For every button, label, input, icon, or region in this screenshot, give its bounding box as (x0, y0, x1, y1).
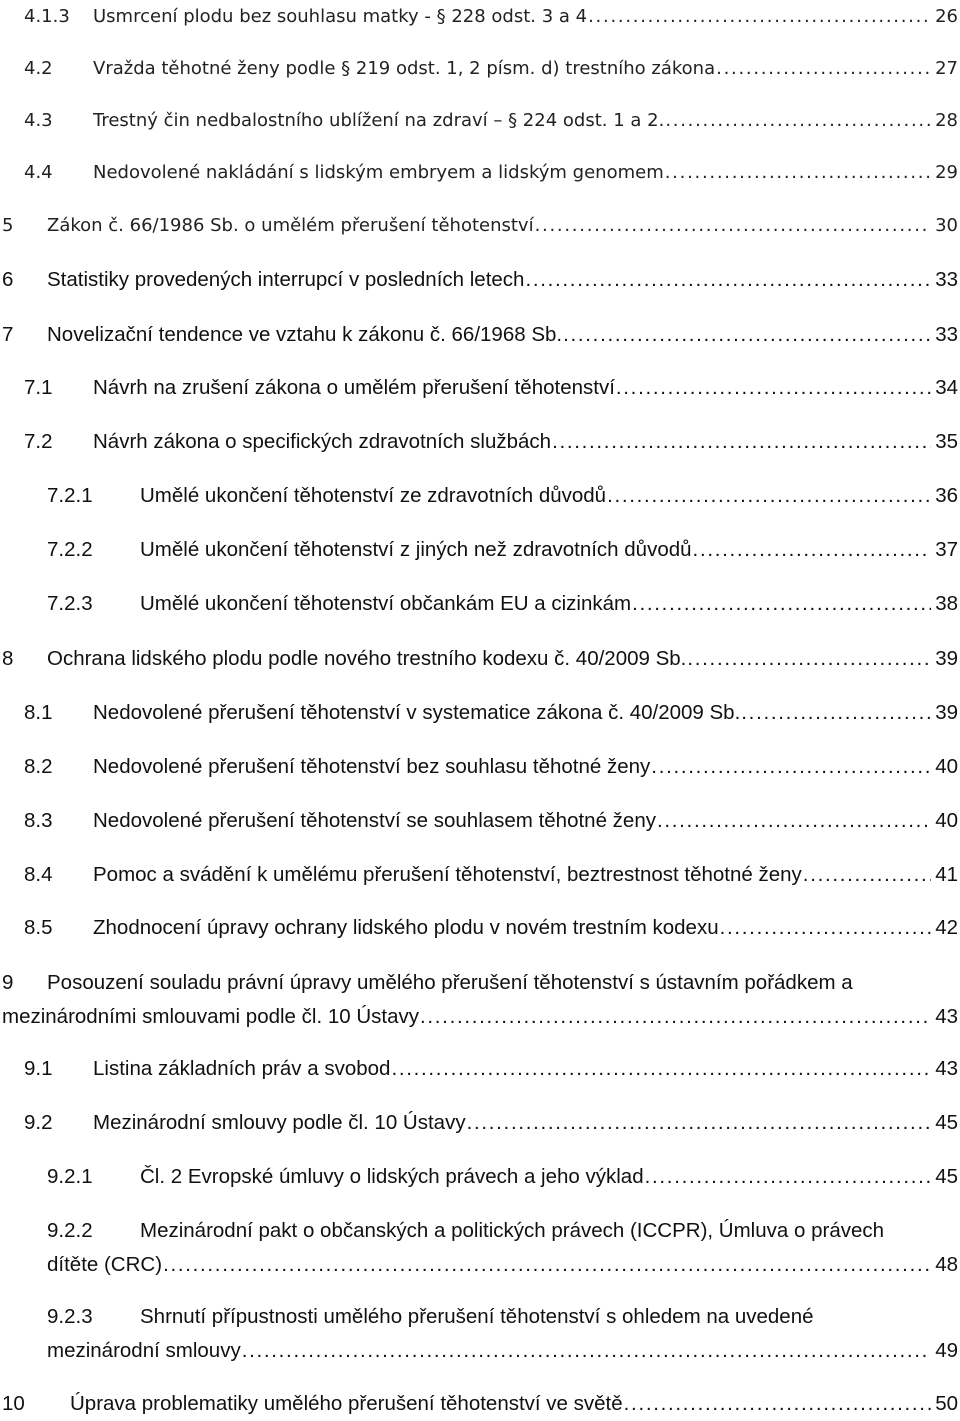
toc-entry-body (47, 263, 958, 297)
toc-entry-page: 26 (935, 6, 958, 27)
toc-entry[interactable] (0, 0, 958, 34)
toc-entry[interactable] (0, 263, 958, 297)
toc-entry[interactable] (0, 533, 958, 567)
toc-entry[interactable] (0, 371, 958, 405)
toc-entry[interactable] (0, 696, 958, 730)
toc-entry-title: Úprava problematiky umělého přerušení těhotenství ve světě (70, 1392, 623, 1415)
toc-entry[interactable] (0, 209, 958, 243)
toc-entry[interactable] (0, 52, 958, 86)
toc-entry-title-line-2 (2, 1000, 958, 1034)
toc-entry-number: 4.4 (24, 162, 53, 183)
toc-entry[interactable] (0, 1106, 958, 1140)
toc-entry-number: 9.2.3 (47, 1305, 93, 1328)
toc-entry-number: 5 (2, 215, 14, 236)
toc-entry-body (140, 1160, 958, 1194)
toc-entry-page: 37 (935, 538, 958, 561)
toc-entry-body (93, 104, 958, 138)
dot-leader (616, 371, 931, 405)
toc-entry-page: 49 (935, 1339, 958, 1362)
dot-leader (665, 104, 931, 138)
toc-entry-page: 38 (935, 592, 958, 615)
toc-entry-title-line-1: Posouzení souladu právní úpravy umělého přerušení těhotenství s ústavním pořádkem a (47, 971, 853, 994)
toc-entry[interactable] (0, 479, 958, 513)
toc-entry-page: 36 (935, 484, 958, 507)
toc-entry-page: 39 (935, 701, 958, 724)
toc-entry-page: 33 (935, 323, 958, 346)
toc-entry-title: Zákon č. 66/1986 Sb. o umělém přerušení těhotenství (47, 215, 534, 236)
toc-entry[interactable] (0, 587, 958, 621)
toc-entry-title-line-2 (47, 1248, 958, 1282)
toc-entry-body (93, 911, 958, 945)
toc-entry-title: Zhodnocení úpravy ochrany lidského plodu v novém trestním kodexu (93, 916, 719, 939)
dot-leader (535, 209, 932, 243)
toc-entry-body (93, 1106, 958, 1140)
toc-entry-page: 35 (935, 430, 958, 453)
dot-leader (720, 911, 932, 945)
toc-entry[interactable] (0, 1160, 958, 1194)
toc-entry-title: Umělé ukončení těhotenství ze zdravotních důvodů (140, 484, 607, 507)
toc-entry-title-line-2 (47, 1334, 958, 1368)
toc-entry-title-line-1: Shrnutí přípustnosti umělého přerušení těhotenství s ohledem na uvedené (140, 1305, 814, 1328)
toc-entry-number: 7.2.1 (47, 484, 93, 507)
dot-leader (525, 263, 931, 297)
toc-entry-title: Novelizační tendence ve vztahu k zákonu č. 66/1968 Sb. (47, 323, 563, 346)
toc-entry-number: 4.3 (24, 110, 53, 131)
toc-entry-title: Umělé ukončení těhotenství z jiných než zdravotních důvodů (140, 538, 692, 561)
toc-entry[interactable] (0, 1214, 958, 1282)
dot-leader (607, 479, 931, 513)
toc-entry-number: 9.2.2 (47, 1219, 93, 1242)
toc-entry-number: 8 (2, 647, 14, 670)
toc-entry-title: Návrh zákona o specifických zdravotních službách (93, 430, 552, 453)
dot-leader (657, 804, 931, 838)
toc-entry-title: Nedovolené přerušení těhotenství se souhlasem těhotné ženy (93, 809, 656, 832)
toc-entry[interactable] (0, 1387, 958, 1421)
toc-entry-title: Nedovolené přerušení těhotenství v systematice zákona č. 40/2009 Sb. (93, 701, 741, 724)
toc-entry-body (93, 156, 958, 190)
toc-entry-page: 34 (935, 376, 958, 399)
dot-leader (803, 858, 931, 892)
toc-entry[interactable] (0, 318, 958, 352)
toc-entry-number: 8.1 (24, 701, 53, 724)
toc-entry-page: 39 (935, 647, 958, 670)
dot-leader (163, 1248, 931, 1282)
toc-entry-title: Trestný čin nedbalostního ublížení na zdraví – § 224 odst. 1 a 2. (93, 110, 665, 131)
toc-entry-number: 8.3 (24, 809, 53, 832)
toc-entry-body (93, 750, 958, 784)
toc-entry-page: 40 (935, 809, 958, 832)
toc-entry-body (47, 642, 958, 676)
toc-entry[interactable] (0, 911, 958, 945)
toc-entry-title: Usmrcení plodu bez souhlasu matky - § 228 odst. 3 a 4 (93, 6, 588, 27)
toc-entry-page: 40 (935, 755, 958, 778)
toc-entry-number: 8.4 (24, 863, 53, 886)
dot-leader (242, 1334, 931, 1368)
toc-entry[interactable] (0, 1052, 958, 1086)
toc-entry-number: 8.5 (24, 916, 53, 939)
toc-entry-number: 9.2.1 (47, 1165, 93, 1188)
dot-leader (651, 750, 931, 784)
toc-entry-body (140, 479, 958, 513)
toc-entry-title-continuation: dítěte (CRC) (47, 1253, 163, 1276)
toc-entry-number: 9.2 (24, 1111, 53, 1134)
toc-entry-body (140, 587, 958, 621)
toc-entry[interactable] (0, 156, 958, 190)
toc-entry-number: 9 (2, 971, 14, 994)
toc-entry[interactable] (0, 858, 958, 892)
toc-entry-page: 42 (935, 916, 958, 939)
toc-entry-body (93, 52, 958, 86)
toc-entry-page: 48 (935, 1253, 958, 1276)
toc-entry-body (93, 858, 958, 892)
dot-leader (391, 1052, 931, 1086)
dot-leader (645, 1160, 932, 1194)
toc-entry-title-line-1: Mezinárodní pakt o občanských a politických právech (ICCPR), Úmluva o právech (140, 1219, 885, 1242)
toc-entry-page: 45 (935, 1165, 958, 1188)
toc-entry-page: 45 (935, 1111, 958, 1134)
toc-entry-title: Nedovolené nakládání s lidským embryem a lidským genomem (93, 162, 664, 183)
toc-entry-body (47, 209, 958, 243)
toc-entry[interactable] (0, 804, 958, 838)
toc-entry-number: 9.1 (24, 1057, 53, 1080)
toc-entry-number: 8.2 (24, 755, 53, 778)
toc-entry-page: 28 (935, 110, 958, 131)
toc-entry-title: Umělé ukončení těhotenství občankám EU a cizinkám (140, 592, 632, 615)
toc-entry-number: 7.2.3 (47, 592, 93, 615)
toc-entry-body (93, 0, 958, 34)
toc-entry-page: 50 (935, 1392, 958, 1415)
toc-entry-title: Nedovolené přerušení těhotenství bez souhlasu těhotné ženy (93, 755, 651, 778)
toc-entry-title: Návrh na zrušení zákona o umělém přerušení těhotenství (93, 376, 615, 399)
dot-leader (624, 1387, 932, 1421)
dot-leader (588, 0, 931, 34)
dot-leader (716, 52, 931, 86)
toc-entry-body (93, 425, 958, 459)
toc-entry-body (140, 533, 958, 567)
toc-entry-title: Pomoc a svádění k umělému přerušení těhotenství, beztrestnost těhotné ženy (93, 863, 802, 886)
toc-entry-number: 7.2 (24, 430, 53, 453)
toc-entry-body (93, 696, 958, 730)
toc-entry-page: 43 (935, 1057, 958, 1080)
toc-entry[interactable] (0, 104, 958, 138)
toc-entry[interactable] (0, 966, 958, 1034)
toc-entry-body (93, 1052, 958, 1086)
toc-entry-title: Mezinárodní smlouvy podle čl. 10 Ústavy (93, 1111, 466, 1134)
toc-entry-page: 30 (935, 215, 958, 236)
toc-entry-title: Vražda těhotné ženy podle § 219 odst. 1, 2 písm. d) trestního zákona (93, 58, 716, 79)
dot-leader (552, 425, 931, 459)
dot-leader (693, 533, 932, 567)
toc-entry-number: 7.1 (24, 376, 53, 399)
toc-entry[interactable] (0, 1300, 958, 1368)
toc-entry-body (70, 1387, 958, 1421)
dot-leader (420, 1000, 931, 1034)
toc-entry[interactable] (0, 425, 958, 459)
toc-entry-body (93, 371, 958, 405)
dot-leader (563, 318, 931, 352)
dot-leader (687, 642, 931, 676)
toc-entry-number: 6 (2, 268, 14, 291)
toc-entry[interactable] (0, 750, 958, 784)
dot-leader (632, 587, 931, 621)
toc-entry-page: 29 (935, 162, 958, 183)
toc-entry-number: 10 (2, 1392, 25, 1415)
dot-leader (665, 156, 931, 190)
toc-entry-title: Čl. 2 Evropské úmluvy o lidských právech a jeho výklad (140, 1165, 644, 1188)
toc-entry-number: 4.1.3 (24, 6, 70, 27)
toc-entry-number: 7 (2, 323, 14, 346)
toc-entry-page: 33 (935, 268, 958, 291)
toc-entry-page: 43 (935, 1005, 958, 1028)
toc-entry-title-continuation: mezinárodní smlouvy (47, 1339, 241, 1362)
toc-entry[interactable] (0, 642, 958, 676)
toc-entry-title: Statistiky provedených interrupcí v posledních letech (47, 268, 525, 291)
toc-entry-body (93, 804, 958, 838)
toc-entry-page: 27 (935, 58, 958, 79)
toc-entry-page: 41 (935, 863, 958, 886)
toc-entry-title-continuation: mezinárodními smlouvami podle čl. 10 Ústavy (2, 1005, 419, 1028)
toc-entry-body (47, 318, 958, 352)
toc-entry-title: Ochrana lidského plodu podle nového trestního kodexu č. 40/2009 Sb. (47, 647, 687, 670)
dot-leader (741, 696, 931, 730)
toc-entry-number: 7.2.2 (47, 538, 93, 561)
dot-leader (467, 1106, 932, 1140)
toc-entry-number: 4.2 (24, 58, 53, 79)
toc-entry-title: Listina základních práv a svobod (93, 1057, 391, 1080)
